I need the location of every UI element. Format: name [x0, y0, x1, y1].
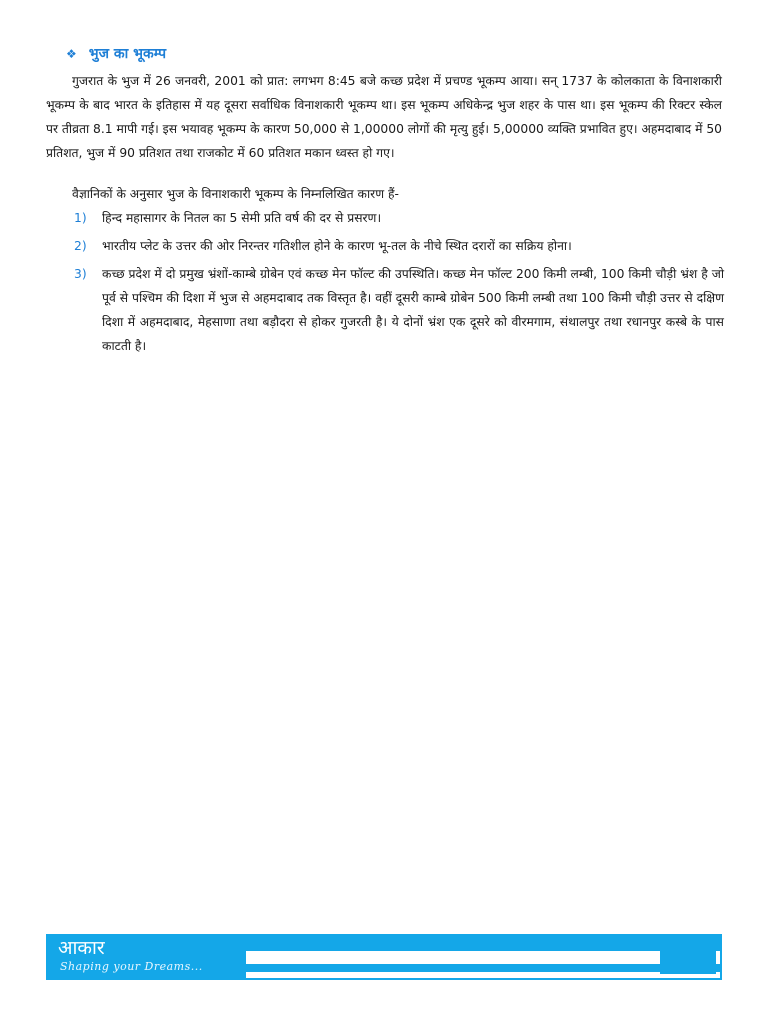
list-number: 1)	[74, 211, 87, 225]
list-text: भारतीय प्लेट के उत्तर की ओर निरन्तर गतिशील होने के कारण भू-तल के नीचे स्थित दरारों का सक्रिय होना।	[102, 239, 572, 253]
section-heading	[66, 44, 166, 64]
list-item	[74, 206, 724, 230]
list-item	[74, 262, 724, 358]
diamond-bullet-icon: ❖	[66, 47, 77, 61]
list-text: कच्छ प्रदेश में दो प्रमुख भ्रंशों-काम्बे ग्रोबेन एवं कच्छ मेन फॉल्ट की उपस्थिति। कच्छ मेन फॉल्ट 200 किमी लम्बी, 100 किमी चौड़ी भ्रंश है जो पूर्व से पश्चिम की दिशा में भुज से अहमदाबाद तक विस्तृत है। वहीं दूसरी काम्बे ग्रोबेन 500 किमी लम्बी तथा 100 किमी चौड़ी उत्तर से दक्षिण दिशा में अहमदाबाद, मेहसाणा तथा बड़ौदरा से होकर गुजरती है। ये दोनों भ्रंश एक दूसरे को वीरमगाम, संथालपुर तथा रधानपुर कस्बे के पास काटती है।	[102, 267, 724, 353]
footer-bar-top	[246, 936, 720, 951]
brand-block	[48, 936, 246, 978]
brand-tagline: Shaping your Dreams...	[60, 960, 203, 973]
page-footer	[46, 934, 722, 980]
page-number-box	[660, 940, 716, 974]
causes-list	[74, 206, 724, 362]
list-item	[74, 234, 724, 258]
causes-intro: वैज्ञानिकों के अनुसार भुज के विनाशकारी भूकम्प के निम्नलिखित कारण हैं-	[72, 187, 399, 201]
footer-bar-bottom	[246, 964, 720, 972]
list-text: हिन्द महासागर के नितल का 5 सेमी प्रति वर्ष की दर से प्रसरण।	[102, 211, 382, 225]
brand-logo: आकार	[58, 937, 105, 959]
list-number: 2)	[74, 239, 87, 253]
body-paragraph: गुजरात के भुज में 26 जनवरी, 2001 को प्रात: लगभग 8:45 बजे कच्छ प्रदेश में प्रचण्ड भूकम्प आया। सन् 1737 के कोलकाता के विनाशकारी भूकम्प के बाद भारत के इतिहास में यह दूसरा सर्वाधिक विनाशकारी भूकम्प था। इस भूकम्प अधिकेन्द्र भुज शहर के पास था। इस भूकम्प की रिक्टर स्केल पर तीव्रता 8.1 मापी गई। इस भयावह भूकम्प के कारण 50,000 से 1,00000 लोगों की मृत्यु हुई। 5,00000 व्यक्ति प्रभावित हुए। अहमदाबाद में 50 प्रतिशत, भुज में 90 प्रतिशत तथा राजकोट में 60 प्रतिशत मकान ध्वस्त हो गए।	[46, 74, 722, 160]
section-title: भुज का भूकम्प	[88, 46, 167, 62]
list-number: 3)	[74, 267, 87, 281]
